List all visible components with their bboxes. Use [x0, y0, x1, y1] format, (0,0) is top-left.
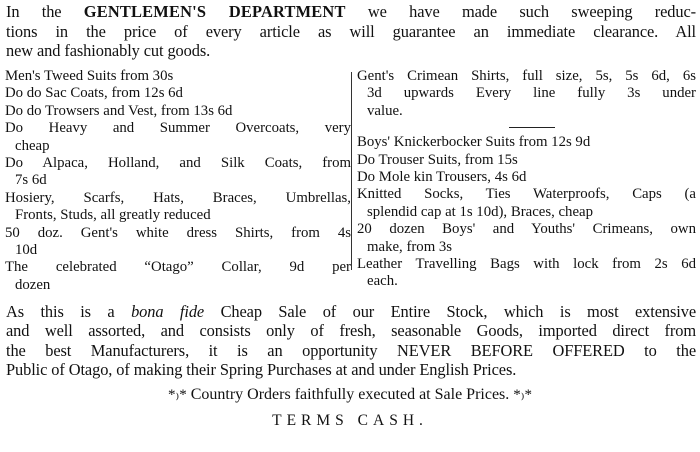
left-column-entry-line: Do Alpaca, Holland, and Silk Coats, from: [5, 155, 351, 172]
intro-paragraph: [6, 2, 696, 61]
left-column-entry: [5, 225, 351, 260]
left-column-entry-line: Do do Sac Coats, from 12s 6d: [5, 85, 183, 102]
left-column-entry: [5, 85, 351, 102]
left-column-entry: [5, 68, 351, 85]
right-column-top: [357, 68, 696, 120]
intro-line-1: [6, 2, 696, 22]
column-divider: [351, 72, 352, 270]
asterism-left: *₎*: [168, 387, 187, 403]
closing-paragraph: [6, 302, 696, 379]
left-column-entry-line: dozen: [15, 276, 51, 293]
price-list-columns: [0, 68, 700, 293]
right-column-bottom-entry: [357, 256, 696, 291]
right-column-top-entry-line: value.: [367, 102, 403, 119]
outro-line-4: Public of Otago, of making their Spring Purchases at and under English Prices.: [6, 359, 517, 379]
right-column-bottom-entry-line: Do Mole kin Trousers, 4s 6d: [357, 169, 527, 186]
section-separator: [509, 127, 555, 128]
left-column-entry-line: Do Heavy and Summer Overcoats, very: [5, 120, 351, 137]
right-column-top-entry-line: Gent's Crimean Shirts, full size, 5s, 5s 6d, 6s: [357, 68, 696, 84]
right-column-top-entry-line: 3d upwards Every line fully 3s under: [367, 85, 696, 102]
right-column-bottom: [357, 134, 696, 291]
outro-line-2: and well assorted, and consists only of fresh, seasonable Goods, imported direct from: [6, 321, 696, 341]
outro-italic: bona fide: [131, 302, 205, 321]
intro-pre: In the: [6, 2, 84, 21]
left-column-entry: [5, 155, 351, 190]
country-orders-line: [0, 385, 700, 405]
right-column-bottom-entry-line: each.: [367, 273, 398, 290]
left-column-entry: [5, 120, 351, 155]
left-column-entry-line: Fronts, Studs, all greatly reduced: [15, 207, 211, 224]
left-column-entry-line: The celebrated “Otago” Collar, 9d per: [5, 259, 351, 276]
terms-cash: TERMS CASH.: [272, 412, 428, 429]
outro-pre: As this is a: [6, 302, 132, 321]
left-column-entry-line: Do do Trowsers and Vest, from 13s 6d: [5, 102, 233, 119]
left-column-entry-line: 10d: [15, 242, 38, 259]
right-column-bottom-entry: [357, 221, 696, 256]
right-column-bottom-entry-line: Boys' Knickerbocker Suits from 12s 9d: [357, 134, 591, 151]
left-column-entry-line: Hosiery, Scarfs, Hats, Braces, Umbrellas,: [5, 189, 351, 206]
right-column-bottom-entry: [357, 134, 696, 151]
left-column-entry: [5, 103, 351, 120]
orders-text: Country Orders faithfully executed at Sale Prices.: [190, 386, 510, 403]
left-column-entry-line: cheap: [15, 137, 50, 154]
right-column-bottom-entry-line: 20 dozen Boys' and Youths' Crimeans, own: [357, 221, 696, 238]
right-column-bottom-entry-line: Knitted Socks, Ties Waterproofs, Caps (a: [357, 186, 696, 203]
right-column: [357, 68, 696, 291]
left-column-entry-line: 50 doz. Gent's white dress Shirts, from 4s: [5, 224, 351, 241]
outro-line-1: [6, 302, 696, 321]
outro-line-1-rest: Cheap Sale of our Entire Stock, which is most extensive: [204, 302, 697, 321]
right-column-bottom-entry: [357, 186, 696, 221]
right-column-bottom-entry-line: make, from 3s: [367, 238, 453, 255]
right-column-bottom-entry-line: splendid cap at 1s 10d), Braces, cheap: [367, 203, 593, 220]
intro-line-1-rest: we have made such sweeping reduc-: [345, 2, 696, 21]
asterism-right: *₎*: [513, 387, 532, 403]
intro-line-3: new and fashionably cut goods.: [6, 41, 211, 60]
department-heading: GENTLEMEN'S DEPARTMENT: [83, 2, 346, 21]
left-column: [5, 68, 351, 294]
right-column-top-entry: [357, 68, 696, 120]
right-column-bottom-entry: [357, 152, 696, 169]
right-column-bottom-entry-line: Leather Travelling Bags with lock from 2s 6d: [357, 256, 696, 273]
left-column-entry-line: 7s 6d: [15, 172, 47, 189]
right-column-bottom-entry: [357, 169, 696, 186]
left-column-entry: [5, 259, 351, 294]
outro-line-3: the best Manufacturers, it is an opportunity NEVER BEFORE OFFERED to the: [6, 340, 696, 360]
left-column-entry: [5, 190, 351, 225]
intro-line-2: tions in the price of every article as will guarantee an immediate clearance. All: [6, 21, 696, 41]
right-column-bottom-entry-line: Do Trouser Suits, from 15s: [357, 151, 518, 168]
left-column-entry-line: Men's Tweed Suits from 30s: [5, 68, 174, 84]
